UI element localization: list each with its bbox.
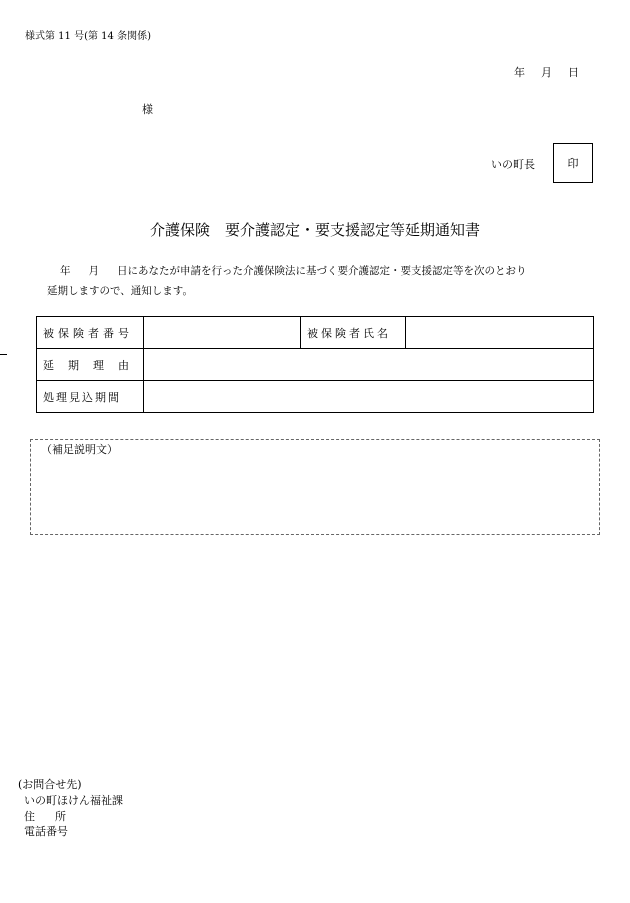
contact-address [24, 808, 66, 824]
date-day-label: 日 [568, 66, 579, 79]
address-label-2: 所 [55, 810, 66, 823]
form-number: 様式第 11 号(第 14 条関係) [25, 31, 151, 42]
supplementary-note-label: （補足説明文） [41, 443, 118, 456]
date-year-label: 年 [514, 66, 525, 79]
body-year-label: 年 [60, 265, 71, 277]
body-line-2: 延期しますので、通知します。 [47, 285, 193, 297]
addressee-suffix: 様 [142, 103, 153, 116]
expected-period-field[interactable] [144, 381, 594, 413]
issuer-name: いの町長 [491, 158, 535, 171]
contact-department: いの町ほけん福祉課 [24, 794, 123, 807]
date-month-label: 月 [541, 66, 552, 79]
margin-tick [0, 354, 7, 355]
supplementary-note-box[interactable] [30, 439, 600, 535]
contact-heading: (お問合せ先) [18, 778, 82, 791]
document-title: 介護保険 要介護認定・要支援認定等延期通知書 [149, 221, 480, 239]
body-line-1 [60, 263, 527, 278]
seal-label: 印 [567, 157, 579, 170]
insured-number-field[interactable] [144, 317, 301, 349]
expected-period-label: 処理見込期間 [37, 381, 144, 413]
issue-date [514, 64, 579, 80]
body-month-label: 月 [88, 265, 99, 277]
info-table [36, 316, 594, 413]
address-label-1: 住 [24, 810, 35, 823]
delay-reason-label: 延期理由 [37, 349, 144, 381]
table-row [37, 349, 594, 381]
table-row [37, 317, 594, 349]
seal-box [553, 143, 593, 183]
insured-number-label: 被保険者番号 [37, 317, 144, 349]
contact-phone: 電話番号 [24, 825, 68, 838]
insured-name-label: 被保険者氏名 [301, 317, 406, 349]
delay-reason-field[interactable] [144, 349, 594, 381]
insured-name-field[interactable] [406, 317, 594, 349]
table-row [37, 381, 594, 413]
body-line-1-text: 日にあなたが申請を行った介護保険法に基づく要介護認定・要支援認定等を次のとおり [117, 265, 527, 277]
